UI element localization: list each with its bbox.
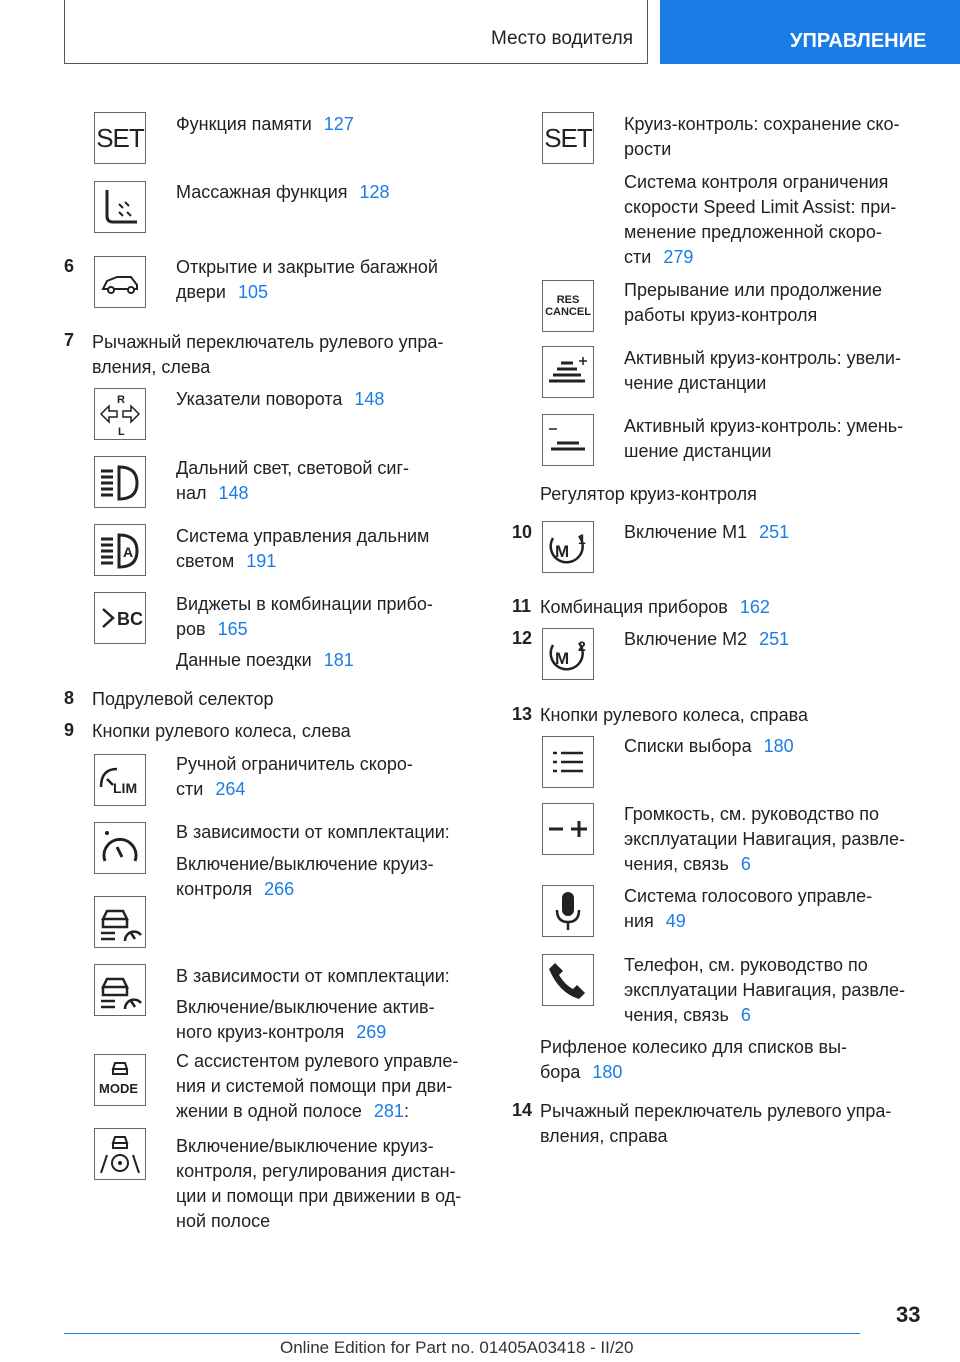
page-number: 33: [896, 1302, 921, 1327]
assist2-label-line3: ции и помощи при движении в од-: [176, 1186, 462, 1206]
acc-label-line2: ного круиз-контроля: [176, 1022, 345, 1042]
trip-data-label: Данные поездки: [176, 650, 312, 670]
set-speed-icon-label: SET: [544, 122, 592, 153]
item-number-8: 8: [64, 688, 75, 708]
res-cancel-icon: [542, 280, 594, 332]
distance-minus-icon: [542, 414, 594, 466]
hba-page-link[interactable]: 191: [246, 551, 277, 571]
volume-item: [624, 802, 905, 877]
distance-plus-line2: чение дистанции: [624, 373, 767, 393]
assist-label-line2: ния и системой помощи при дви-: [176, 1076, 453, 1096]
speed-limit-line4: сти: [624, 247, 652, 267]
equip-note-2: В зависимости от комплектации:: [176, 966, 450, 986]
assist2-label-line2: контроля, регулирования дистан-: [176, 1161, 456, 1181]
m2-icon: [542, 628, 594, 680]
item-number-7: 7: [64, 330, 75, 350]
item-number-10: 10: [512, 522, 533, 542]
cluster-page-link[interactable]: 162: [739, 597, 770, 617]
high-beam-icon: [94, 456, 146, 508]
m1-item: [624, 520, 789, 545]
set-icon-label: SET: [96, 122, 144, 153]
cruise-regulator-label: Регулятор круиз-контроля: [540, 484, 757, 504]
lane-assist-steering-icon: [94, 1128, 146, 1180]
massage-seat-icon: [94, 181, 146, 233]
m1-icon: [542, 521, 594, 573]
set-speed-icon: [542, 112, 594, 164]
turn-signal-label: Указатели поворота: [176, 389, 343, 409]
volume-page-link[interactable]: 6: [740, 854, 751, 874]
mode-icon-label: MODE: [99, 1081, 138, 1096]
selector-item: Подрулевой селектор: [92, 689, 274, 709]
footer-edition: Online Edition for Part no. 01405A03418 - II/20: [280, 1338, 634, 1357]
assist-page-link[interactable]: 281: [373, 1101, 404, 1121]
limiter-label-line2: сти: [176, 779, 204, 799]
assist2-label-line4: ной полосе: [176, 1211, 271, 1231]
mode-icon: [94, 1054, 146, 1106]
list-icon: [542, 736, 594, 788]
lists-label: Списки выбора: [624, 736, 752, 756]
high-beam-label-line1: Дальний свет, световой сиг-: [176, 458, 410, 478]
assist-item: [176, 1049, 458, 1124]
cruise-item: [176, 852, 434, 902]
massage-function-page-link[interactable]: 128: [359, 182, 390, 202]
acc-item: [176, 995, 435, 1045]
distance-plus-line1: Активный круиз-контроль: увели-: [624, 348, 901, 368]
item-number-14: 14: [512, 1100, 533, 1120]
resume-item: [624, 278, 882, 328]
m1-page-link[interactable]: 251: [759, 522, 790, 542]
phone-page-link[interactable]: 6: [740, 1005, 751, 1025]
resume-line1: Прерывание или продолжение: [624, 280, 882, 300]
m2-icon-letter: M: [555, 649, 570, 668]
assist2-label-line1: Включение/выключение круиз-: [176, 1136, 434, 1156]
m2-item: [624, 627, 789, 652]
massage-function-item: [176, 180, 390, 205]
res-icon-label: RES: [556, 294, 580, 306]
phone-line1: Телефон, см. руководство по: [624, 955, 868, 975]
widgets-item: [176, 592, 433, 642]
lever-left-item: [92, 330, 443, 380]
acc-page-link[interactable]: 269: [356, 1022, 387, 1042]
assist2-item: [176, 1134, 461, 1234]
knurled-line2: бора: [540, 1062, 581, 1082]
set-speed-line2: рости: [624, 139, 672, 159]
car-tailgate-icon: [94, 256, 146, 308]
wheel-right-item: Кнопки рулевого колеса, справа: [540, 705, 808, 725]
high-beam-item: [176, 456, 409, 506]
cruise-car-icon: [94, 896, 146, 948]
lim-icon-label: LIM: [113, 780, 138, 796]
massage-function-label: Массажная функция: [176, 182, 348, 202]
speed-limit-line3: менение предложенной скоро-: [624, 222, 882, 242]
assist-label-line1: С ассистентом рулевого управле-: [176, 1051, 459, 1071]
set-speed-line1: Круиз-контроль: сохранение ско-: [624, 114, 900, 134]
bc-widgets-icon: [94, 592, 146, 644]
cruise-label-line1: Включение/выключение круиз-: [176, 854, 434, 874]
header-section-title: УПРАВЛЕНИЕ: [790, 30, 927, 52]
item-number-9: 9: [64, 720, 75, 740]
knurled-line1: Рифленое колесико для списков вы-: [540, 1037, 848, 1057]
volume-icon: [542, 803, 594, 855]
hba-label-line1: Система управления дальним: [176, 526, 430, 546]
lists-page-link[interactable]: 180: [763, 736, 794, 756]
lever-right-line1: Рычажный переключатель рулевого упра-: [540, 1101, 892, 1121]
phone-icon: [542, 954, 594, 1006]
trunk-label-line1: Открытие и закрытие багажной: [176, 257, 438, 277]
svg-text:R: R: [117, 394, 125, 406]
item-number-12: 12: [512, 628, 533, 648]
svg-text:A: A: [123, 544, 134, 560]
turn-signal-icon: [94, 388, 146, 440]
speed-limiter-icon: [94, 754, 146, 806]
phone-item: [624, 953, 905, 1028]
wheel-left-item: Кнопки рулевого колеса, слева: [92, 721, 351, 741]
lists-item: [624, 734, 794, 759]
speed-limit-line1: Система контроля ограничения: [624, 172, 889, 192]
widgets-label-line2: ров: [176, 619, 206, 639]
cluster-item: [540, 595, 770, 620]
voice-line2: ния: [624, 911, 654, 931]
lever-right-line2: вления, справа: [540, 1126, 668, 1146]
phone-line3: чения, связь: [624, 1005, 729, 1025]
cruise-label-line2: контроля: [176, 879, 253, 899]
distance-minus-line2: шение дистанции: [624, 441, 772, 461]
m2-icon-number: 2: [578, 638, 586, 654]
lever-right-item: [540, 1099, 891, 1149]
volume-line1: Громкость, см. руководство по: [624, 804, 879, 824]
m1-label: Включение M1: [624, 522, 748, 542]
microphone-icon: [542, 885, 594, 937]
active-cruise-car-icon: [94, 964, 146, 1016]
high-beam-page-link[interactable]: 148: [218, 483, 249, 503]
voice-item: [624, 884, 872, 934]
distance-minus-item: [624, 414, 903, 464]
turn-signal-page-link[interactable]: 148: [354, 389, 385, 409]
item-number-13: 13: [512, 704, 533, 724]
high-beam-label-line2: нал: [176, 483, 207, 503]
trip-data-page-link[interactable]: 181: [323, 650, 354, 670]
knurled-wheel-item: [540, 1035, 847, 1085]
trip-data-item: [176, 648, 354, 673]
m2-label: Включение M2: [624, 629, 748, 649]
resume-line2: работы круиз-контроля: [624, 305, 818, 325]
lever-left-line2: вления, слева: [92, 357, 211, 377]
memory-function-label: Функция памяти: [176, 114, 312, 134]
set-button-icon: [94, 112, 146, 164]
hba-label-line2: светом: [176, 551, 235, 571]
voice-page-link[interactable]: 49: [665, 911, 686, 931]
cruise-page-link[interactable]: 266: [264, 879, 295, 899]
hba-item: [176, 524, 429, 574]
distance-minus-line1: Активный круиз-контроль: умень-: [624, 416, 904, 436]
cruise-control-icon: [94, 822, 146, 874]
header-section-tab: [660, 0, 960, 64]
widgets-page-link[interactable]: 165: [217, 619, 248, 639]
item-number-11: 11: [512, 596, 532, 616]
trunk-page-link[interactable]: 105: [237, 282, 268, 302]
high-beam-assistant-icon: [94, 524, 146, 576]
svg-text:L: L: [118, 426, 125, 437]
speed-limit-item: [624, 170, 896, 270]
acc-label-line1: Включение/выключение актив-: [176, 997, 435, 1017]
set-speed-item: [624, 112, 899, 162]
memory-function-page-link[interactable]: 127: [323, 114, 354, 134]
header-subtitle: Место водителя: [491, 28, 633, 49]
speed-limit-page-link[interactable]: 279: [663, 247, 694, 267]
phone-line2: эксплуатации Навигация, развле-: [624, 980, 906, 1000]
voice-line1: Система голосового управле-: [624, 886, 873, 906]
distance-plus-icon: [542, 346, 594, 398]
speed-limit-line2: скорости Speed Limit Assist: при-: [624, 197, 897, 217]
bc-icon-label: BC: [117, 609, 143, 629]
item-number-6: 6: [64, 256, 75, 276]
trunk-item: [176, 255, 438, 305]
volume-line2: эксплуатации Навигация, развле-: [624, 829, 906, 849]
limiter-label-line1: Ручной ограничитель скоро-: [176, 754, 413, 774]
m2-page-link[interactable]: 251: [759, 629, 790, 649]
trunk-label-line2: двери: [176, 282, 226, 302]
equip-note-1: В зависимости от комплектации:: [176, 822, 450, 842]
limiter-item: [176, 752, 413, 802]
header-subtitle-box: [64, 0, 648, 64]
widgets-label-line1: Виджеты в комбинации прибо-: [176, 594, 433, 614]
knurled-page-link[interactable]: 180: [592, 1062, 623, 1082]
cluster-label: Комбинация приборов: [540, 597, 728, 617]
footer-rule: [64, 1333, 860, 1334]
lever-left-line1: Рычажный переключатель рулевого упра-: [92, 332, 444, 352]
turn-signal-item: [176, 387, 384, 412]
distance-plus-item: [624, 346, 901, 396]
m1-icon-number: 1: [578, 531, 586, 547]
memory-function-item: [176, 112, 354, 137]
limiter-page-link[interactable]: 264: [215, 779, 246, 799]
assist-colon: :: [403, 1101, 409, 1121]
assist-label-line3: жении в одной полосе: [176, 1101, 362, 1121]
cancel-icon-label: CANCEL: [545, 306, 591, 318]
volume-line3: чения, связь: [624, 854, 729, 874]
m1-icon-letter: M: [555, 542, 570, 561]
